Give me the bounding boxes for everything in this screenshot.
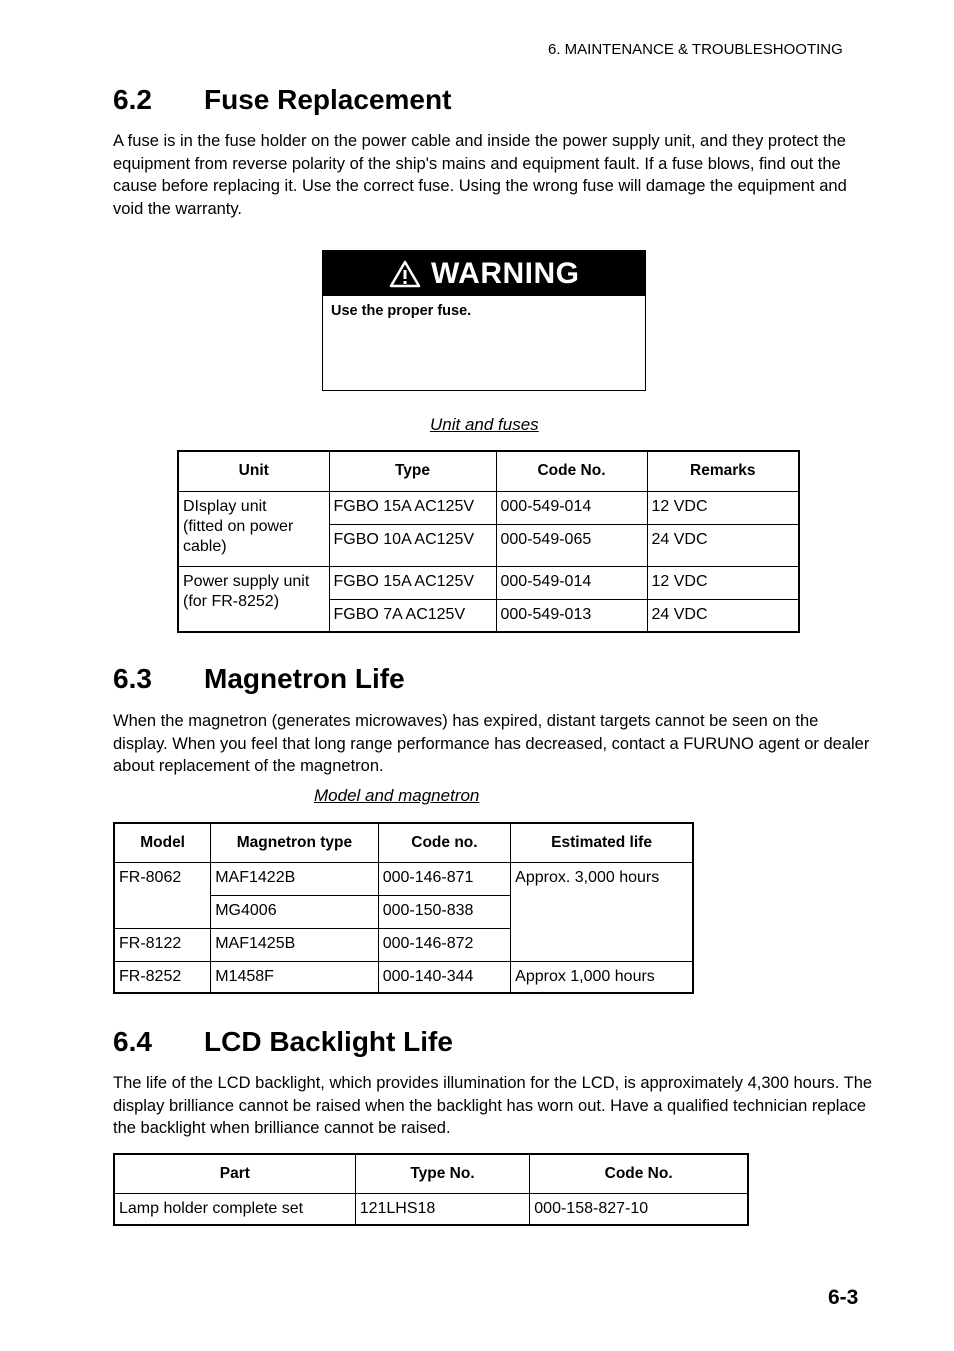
table-header-row xyxy=(114,823,693,862)
table-cell: Power supply unit (for FR-8252) xyxy=(178,566,329,632)
table-cell: M1458F xyxy=(211,961,378,993)
table-cell: FGBO 10A AC125V xyxy=(329,524,496,566)
table-cell: Approx. 3,000 hours xyxy=(511,862,693,961)
column-header: Code No. xyxy=(496,451,647,491)
column-header: Unit xyxy=(178,451,329,491)
column-header: Type xyxy=(329,451,496,491)
column-header: Code No. xyxy=(530,1154,748,1193)
table-row xyxy=(114,961,693,993)
table-cell: FR-8122 xyxy=(114,928,211,961)
table-row xyxy=(178,491,799,524)
section-title: Fuse Replacement xyxy=(204,84,452,115)
table-cell: 000-146-871 xyxy=(378,862,510,895)
column-header: Remarks xyxy=(647,451,799,491)
table-row xyxy=(178,566,799,599)
table-cell: 24 VDC xyxy=(647,524,799,566)
table-cell: MAF1422B xyxy=(211,862,378,895)
running-header: 6. MAINTENANCE & TROUBLESHOOTING xyxy=(548,41,843,58)
page-number: 6-3 xyxy=(828,1286,859,1309)
table-cell: FGBO 7A AC125V xyxy=(329,599,496,632)
warning-box xyxy=(322,250,646,391)
magnetron-paragraph: When the magnetron (generates microwaves) has expired, distant targets cannot be seen on the display. When you feel that long range performance has decreased, contact a FURUNO agent or dealer about replacement of the magnetron. xyxy=(113,712,870,775)
table-cell: FR-8062 xyxy=(114,862,211,928)
section-number: 6.3 xyxy=(113,663,152,694)
column-header: Code no. xyxy=(378,823,510,862)
lcd-paragraph: The life of the LCD backlight, which provides illumination for the LCD, is approximately 4,300 hours. The display brilliance cannot be raised when the backlight has worn out. Have a qualified technician replace the backlight when brilliance cannot be raised. xyxy=(113,1074,873,1137)
table-cell: Lamp holder complete set xyxy=(114,1193,355,1225)
table-cell: 000-150-838 xyxy=(378,895,510,928)
table-cell: 000-146-872 xyxy=(378,928,510,961)
table-cell: 12 VDC xyxy=(647,491,799,524)
table-cell: DIsplay unit (fitted on power cable) xyxy=(178,491,329,566)
warning-triangle-icon xyxy=(389,260,421,288)
magnetron-table xyxy=(113,822,694,994)
section-title: Magnetron Life xyxy=(204,663,405,694)
table-row xyxy=(114,862,693,895)
backlight-table xyxy=(113,1153,749,1226)
table-cell: FR-8252 xyxy=(114,961,211,993)
table-header-row xyxy=(178,451,799,491)
column-header: Part xyxy=(114,1154,355,1193)
table-cell: FGBO 15A AC125V xyxy=(329,566,496,599)
column-header: Type No. xyxy=(355,1154,530,1193)
table-cell: 000-158-827-10 xyxy=(530,1193,748,1225)
fuse-table xyxy=(177,450,800,633)
fuse-table-caption: Unit and fuses xyxy=(430,415,539,434)
table-row xyxy=(114,1193,748,1225)
section-number: 6.2 xyxy=(113,84,152,115)
section-number: 6.4 xyxy=(113,1026,152,1057)
fuse-paragraph: A fuse is in the fuse holder on the power cable and inside the power supply unit, and they protect the equipment from reverse polarity of the ship's mains and equipment fault. If a fuse blows, find out the cause before replacing it. Use the correct fuse. Using the wrong fuse will damage the equipment and void the warranty. xyxy=(113,132,847,218)
table-header-row xyxy=(114,1154,748,1193)
table-cell: Approx 1,000 hours xyxy=(511,961,693,993)
magnetron-table-caption: Model and magnetron xyxy=(314,786,480,805)
column-header: Model xyxy=(114,823,211,862)
table-cell: 000-549-013 xyxy=(496,599,647,632)
table-cell: FGBO 15A AC125V xyxy=(329,491,496,524)
table-cell: 24 VDC xyxy=(647,599,799,632)
section-title: LCD Backlight Life xyxy=(204,1026,453,1057)
table-cell: 12 VDC xyxy=(647,566,799,599)
table-cell: MAF1425B xyxy=(211,928,378,961)
table-cell: 000-549-014 xyxy=(496,491,647,524)
table-cell: 000-549-014 xyxy=(496,566,647,599)
column-header: Magnetron type xyxy=(211,823,378,862)
table-cell: 000-140-344 xyxy=(378,961,510,993)
table-cell: 121LHS18 xyxy=(355,1193,530,1225)
warning-message: Use the proper fuse. xyxy=(331,303,472,319)
table-cell: MG4006 xyxy=(211,895,378,928)
warning-title: WARNING xyxy=(431,256,580,290)
column-header: Estimated life xyxy=(511,823,693,862)
table-cell: 000-549-065 xyxy=(496,524,647,566)
warning-header xyxy=(323,251,645,296)
